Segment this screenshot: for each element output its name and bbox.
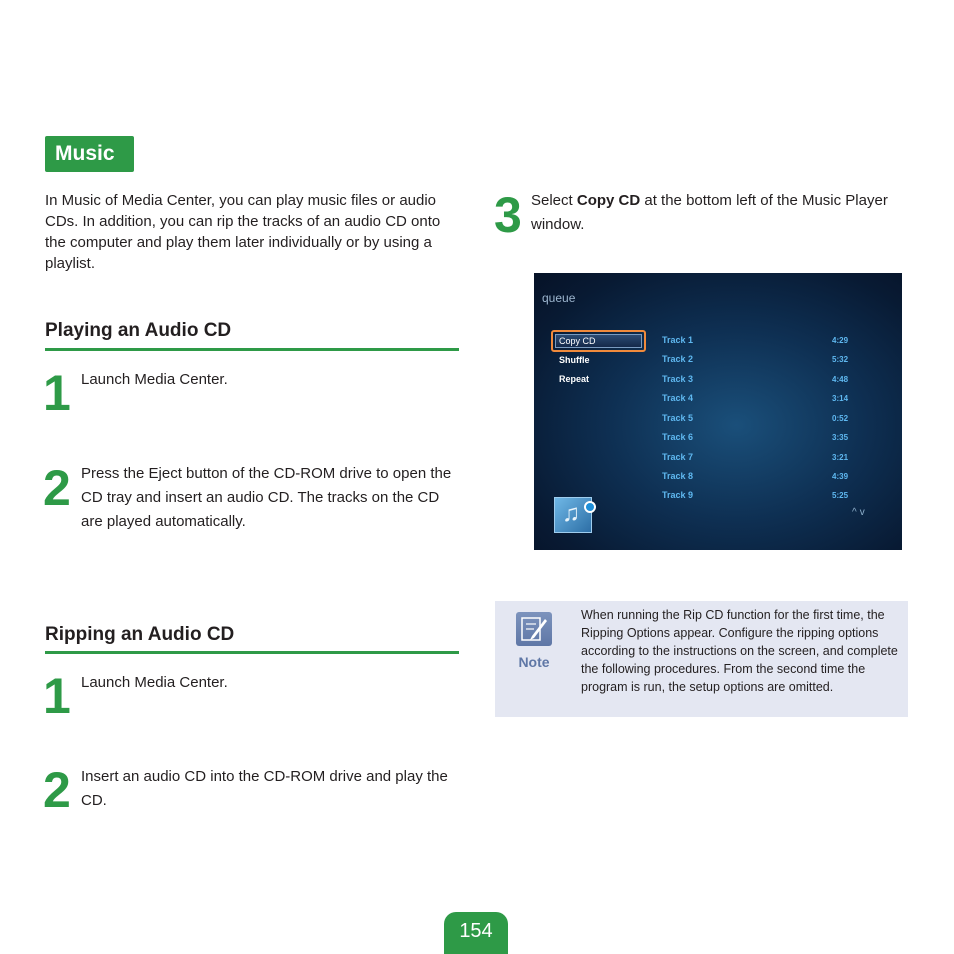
note-label: Note (518, 654, 550, 670)
copy-cd-button[interactable]: Copy CD (559, 336, 596, 346)
track-time: 0:52 (832, 414, 849, 423)
scroll-arrows-icon[interactable]: ^v (852, 507, 868, 518)
ripping-step-2-number: 2 (43, 762, 71, 818)
heading-playing: Playing an Audio CD (45, 320, 232, 341)
heading-ripping: Ripping an Audio CD (45, 624, 235, 645)
rule-playing (45, 348, 459, 351)
repeat-button[interactable]: Repeat (559, 374, 590, 384)
track-time: 3:14 (832, 394, 849, 403)
intro-paragraph (45, 190, 457, 274)
playing-step-2-number: 2 (43, 460, 71, 516)
track-name[interactable]: Track 2 (662, 354, 694, 364)
track-time: 5:25 (832, 491, 849, 500)
queue-label: queue (542, 291, 576, 305)
now-playing-badge-icon (584, 501, 596, 513)
note-box (495, 601, 908, 717)
playing-step-1-number: 1 (43, 365, 71, 421)
media-center-screenshot (534, 273, 902, 550)
track-time: 3:21 (832, 453, 849, 462)
section-title-badge: Music (45, 136, 134, 172)
music-note-icon: ♫ (562, 500, 580, 527)
step-3-number: 3 (494, 187, 522, 243)
track-name[interactable]: Track 4 (662, 393, 694, 403)
track-name[interactable]: Track 9 (662, 490, 694, 500)
page-number: 154 (459, 920, 493, 942)
track-name[interactable]: Track 3 (662, 374, 694, 384)
track-time: 5:32 (832, 355, 849, 364)
intro-text: In Music of Media Center, you can play music files or audio CDs. In addition, you can rip the tracks of an audio CD onto the computer and play them later individually or by using a playlist. (45, 192, 441, 272)
playing-step-1-text: Launch Media Center. (81, 371, 228, 388)
track-time: 4:39 (832, 472, 849, 481)
step-3-bold: Copy CD (576, 192, 641, 209)
ripping-step-1-text: Launch Media Center. (81, 674, 228, 691)
track-name[interactable]: Track 5 (662, 413, 694, 423)
track-name[interactable]: Track 6 (662, 432, 694, 442)
track-name[interactable]: Track 1 (662, 335, 694, 345)
step-3-post: at the bottom left of the Music Player window. (531, 192, 888, 233)
shuffle-button[interactable]: Shuffle (559, 355, 590, 365)
step-3-pre: Select (531, 192, 577, 209)
ripping-step-2-text: Insert an audio CD into the CD-ROM drive and play the CD. (81, 768, 448, 809)
playing-step-2-text: Press the Eject button of the CD-ROM drive to open the CD tray and insert an audio CD. The tracks on the CD are played automatically. (81, 465, 452, 530)
track-time: 4:29 (832, 336, 849, 345)
ripping-step-1-number: 1 (43, 668, 71, 724)
rule-ripping (45, 651, 459, 654)
track-name[interactable]: Track 7 (662, 452, 694, 462)
track-name[interactable]: Track 8 (662, 471, 694, 481)
track-time: 4:48 (832, 375, 849, 384)
note-pencil-icon (516, 612, 552, 646)
pencil-icon-svg (516, 612, 552, 646)
track-time: 3:35 (832, 433, 849, 442)
note-text: When running the Rip CD function for the first time, the Ripping Options appear. Configure the ripping options according to the instructions on the screen, and complete the following procedures. From the second time the program is run, the setup options are omitted. (581, 608, 898, 694)
step-3-text (531, 189, 891, 237)
